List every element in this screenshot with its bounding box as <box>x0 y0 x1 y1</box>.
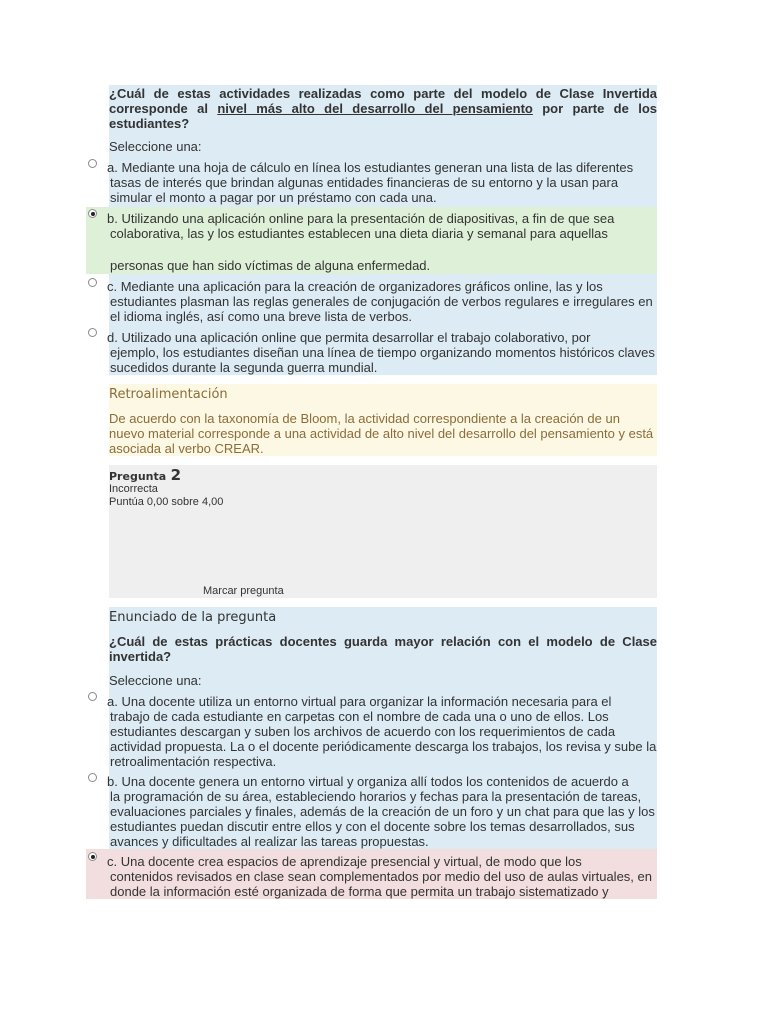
question-score: Puntúa 0,00 sobre 4,00 <box>109 496 224 508</box>
radio-q2-option-a[interactable] <box>88 692 97 701</box>
radio-q2-option-c[interactable] <box>88 852 97 861</box>
question-2-text: ¿Cuál de estas prácticas docentes guarda mayor relación con el modelo de Clase invertida? <box>109 634 657 664</box>
feedback-title: Retroalimentación <box>109 387 228 402</box>
select-label-2: Seleccione una: <box>109 673 202 688</box>
option-q2-b[interactable]: b. Una docente genera un entorno virtual y organiza allí todos los contenidos de acuerdo a la programación de su área, estableciendo horarios y fechas para la presentación de tareas, evaluaciones parciales y finales, además de la creación de un foro y un chat para que las y los estudiantes puedan discutir entre ellos y con el docente sobre los temas desarrollados, sus avances y dificultades al realizar las tareas propuestas. <box>107 774 655 849</box>
question-label: Pregunta <box>109 470 167 483</box>
radio-q1-option-b[interactable] <box>88 209 97 218</box>
question-2-enunciado: Enunciado de la pregunta <box>109 610 277 625</box>
option-q1-b[interactable]: b. Utilizando una aplicación online para la presentación de diapositivas, a fin de que sea colaborativa, las y los estudiantes establecen una dieta diaria y semanal para aquellas personas que han sido víctimas de alguna enfermedad. <box>107 211 615 273</box>
flag-question-link[interactable]: Marcar pregunta <box>203 585 284 597</box>
radio-q1-option-c[interactable] <box>88 278 97 287</box>
option-q1-d[interactable]: d. Utilizado una aplicación online que permita desarrollar el trabajo colaborativo, por ejemplo, los estudiantes diseñan una línea de tiempo organizando momentos históricos claves sucedidos durante la segunda guerra mundial. <box>107 330 655 375</box>
question-number: 2 <box>170 466 182 484</box>
option-q1-a[interactable]: a. Mediante una hoja de cálculo en línea los estudiantes generan una lista de las diferentes tasas de interés que brindan algunas entidades financieras de su entorno y la usan para simular el monto a pagar por un préstamo con cada una. <box>107 160 634 205</box>
option-q2-a[interactable]: a. Una docente utiliza un entorno virtual para organizar la información necesaria para el trabajo de cada estudiante en carpetas con el nombre de cada una o uno de ellos. Los estudiantes descargan y suben los archivos de acuerdo con los requerimientos de cada actividad propuesta. La o el docente periódicamente descarga los trabajos, los revisa y sube la retroalimentación respectiva. <box>107 694 657 769</box>
select-label: Seleccione una: <box>109 139 202 154</box>
question-1-text: ¿Cuál de estas actividades realizadas como parte del modelo de Clase Invertida corresponde al nivel más alto del desarrollo del pensamiento por parte de los estudiantes? <box>109 86 657 131</box>
radio-q2-option-b[interactable] <box>88 773 97 782</box>
feedback-text: De acuerdo con la taxonomía de Bloom, la actividad correspondiente a la creación de un nuevo material corresponde a una actividad de alto nivel del desarrollo del pensamiento y está asociada al verbo CREAR. <box>109 411 654 456</box>
radio-q1-option-a[interactable] <box>88 159 97 168</box>
radio-q1-option-d[interactable] <box>88 328 97 337</box>
option-q2-c[interactable]: c. Una docente crea espacios de aprendizaje presencial y virtual, de modo que los contenidos revisados en clase sean complementados por medio del uso de aulas virtuales, en donde la información esté organizada de forma que permita un trabajo sistematizado y <box>107 854 652 899</box>
option-q1-c[interactable]: c. Mediante una aplicación para la creación de organizadores gráficos online, las y los estudiantes plasman las reglas generales de conjugación de verbos regulares e irregulares en el idioma inglés, así como una breve lista de verbos. <box>107 279 653 324</box>
question-status: Incorrecta <box>109 483 158 495</box>
